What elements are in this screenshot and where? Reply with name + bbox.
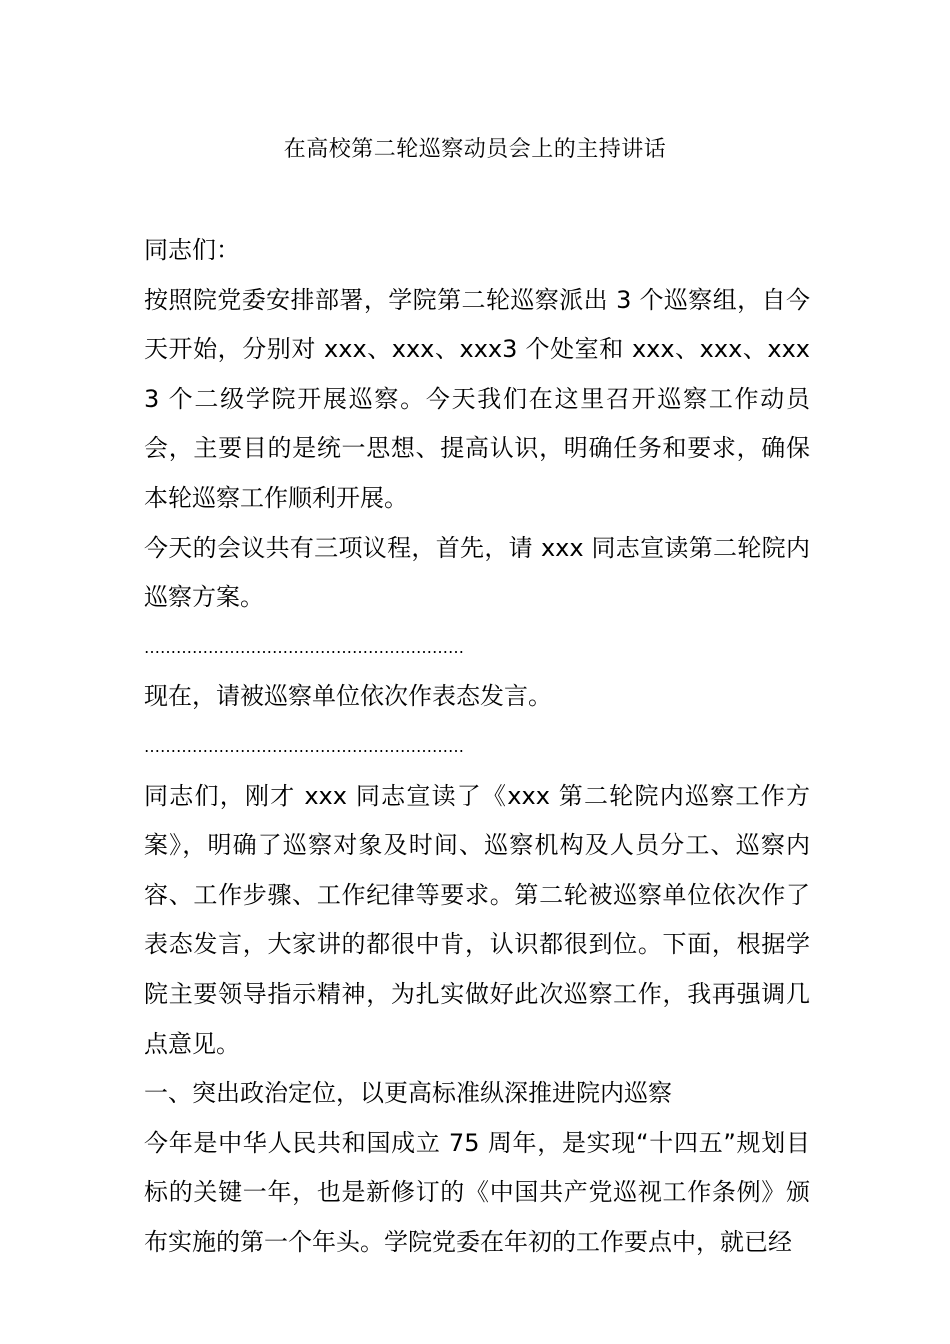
paragraph-4: 同志们，刚才 xxx 同志宣读了《xxx 第二轮院内巡察工作方案》，明确了巡察对象及时间、巡察机构及人员分工、巡察内容、工作步骤、工作纪律等要求。第二轮被巡察单位依次作了表态发言，大家讲的都很中肯，认识都很到位。下面，根据学院主要领导指示精神，为扎实做好此次巡察工作，我再强调几点意见。 [144, 781, 810, 1058]
document-title: 在高校第二轮巡察动员会上的主持讲话 [283, 137, 667, 162]
document-body [144, 226, 810, 1267]
paragraph-3: 现在，请被巡察单位依次作表态发言。 [144, 682, 552, 711]
section-heading-1: 一、突出政治定位，以更高标准纵深推进院内巡察 [144, 1079, 672, 1108]
separator-2: …………………………………………………… [144, 736, 464, 756]
paragraph-1: 按照院党委安排部署，学院第二轮巡察派出 3 个巡察组，自今天开始，分别对 xxx、xxx、xxx3 个处室和 xxx、xxx、xxx3 个二级学院开展巡察。今天我们在这里召开巡察工作动员会，主要目的是统一思想、提高认识，明确任务和要求，确保本轮巡察工作顺利开展。 [144, 285, 810, 512]
paragraph-2: 今天的会议共有三项议程，首先，请 xxx 同志宣读第二轮院内巡察方案。 [144, 533, 810, 612]
separator-1: …………………………………………………… [144, 637, 464, 657]
salutation: 同志们： [144, 236, 240, 264]
paragraph-5: 今年是中华人民共和国成立 75 周年，是实现“十四五”规划目标的关键一年，也是新修订的《中国共产党巡视工作条例》颁布实施的第一个年头。学院党委在年初的工作要点中，就已经 [144, 1128, 810, 1256]
